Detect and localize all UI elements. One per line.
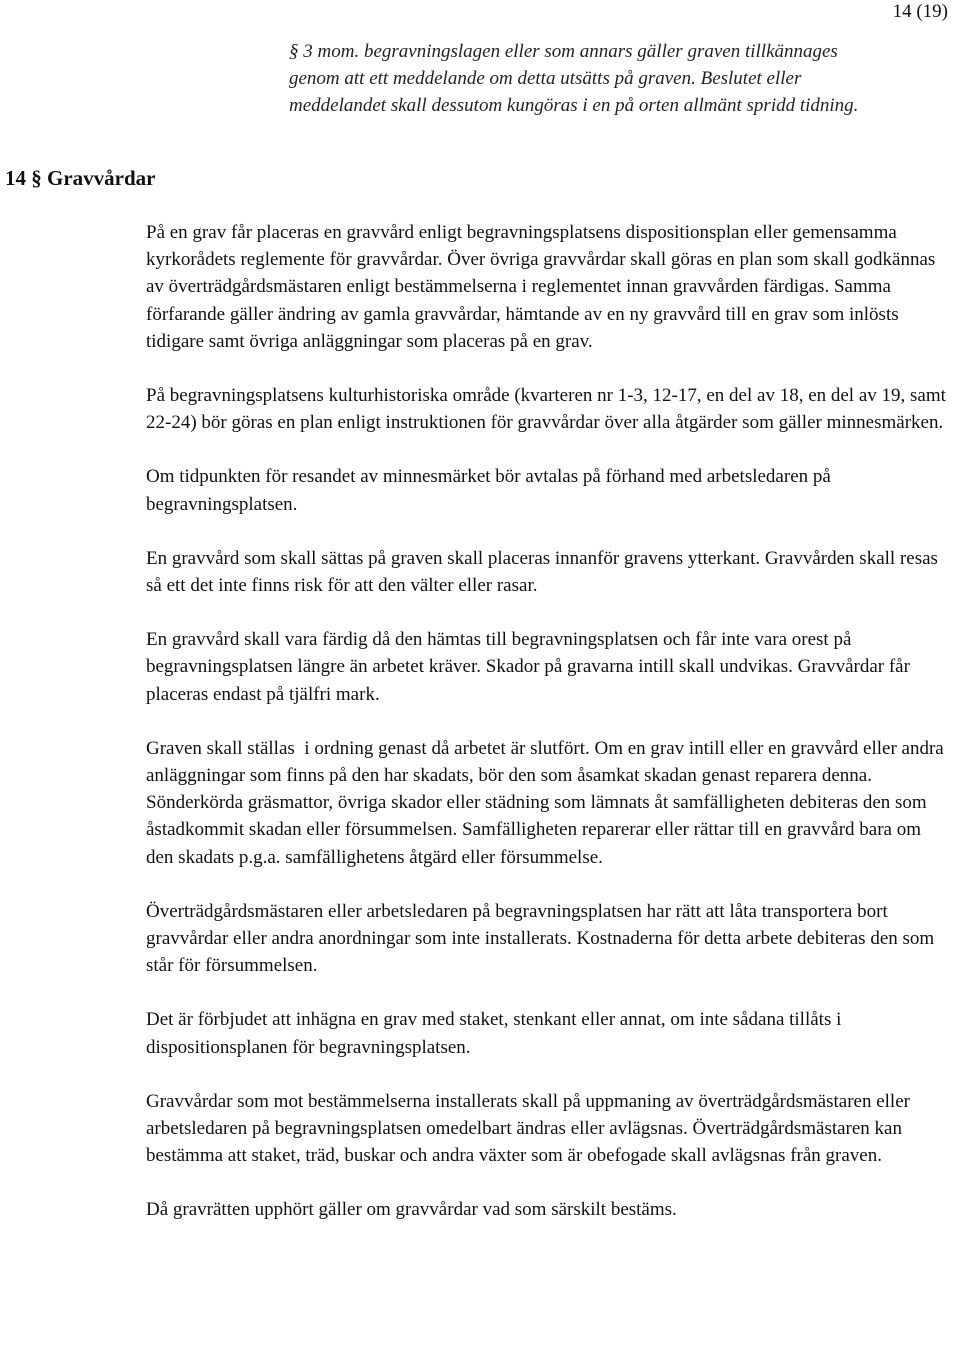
paragraph: Överträdgårdsmästaren eller arbetsledaren på begravningsplatsen har rätt att låta transportera bort gravvårdar eller andra anordningar som inte installerats. Kostnaderna för detta arbete debiteras den som står för försummelsen.: [146, 900, 939, 977]
page-number: 14 (19): [892, 1, 948, 22]
intro-line: § 3 mom. begravningslagen eller som annars gäller graven tillkännages: [289, 41, 838, 62]
paragraph: En gravvård skall vara färdig då den hämtas till begravningsplatsen och får inte vara orest på begravningsplatsen längre än arbetet kräver. Skador på gravarna intill skall undvikas. Gravvårdar får placeras endast på tjälfri mark.: [146, 629, 915, 705]
paragraph: En gravvård som skall sättas på graven skall placeras innanför gravens ytterkant. Gravvården skall resas så ett det inte finns risk för att den välter eller rasar.: [146, 547, 943, 597]
section-body: [146, 219, 951, 1251]
paragraph: Det är förbjudet att inhägna en grav med staket, stenkant eller annat, om inte sådana tillåts i dispositionsplanen för begravningsplatsen.: [146, 1009, 847, 1058]
intro-continuation: [289, 38, 949, 119]
intro-line: meddelandet skall dessutom kungöras i en på orten allmänt spridd tidning.: [289, 95, 859, 116]
paragraph: Gravvårdar som mot bestämmelserna installerats skall på uppmaning av överträdgårdsmästaren eller arbetsledaren på begravningsplatsen omedelbart ändras eller avlägsnas. Överträdgårdsmästaren kan bestämma att staket, träd, buskar och andra växter som är obefogade skall avlägsnas från graven.: [146, 1090, 915, 1167]
paragraph: Då gravrätten upphört gäller om gravvårdar vad som särskilt bestäms.: [146, 1199, 677, 1221]
intro-line: genom att ett meddelande om detta utsätts på graven. Beslutet eller: [289, 68, 802, 89]
paragraph: På begravningsplatsens kulturhistoriska område (kvarteren nr 1-3, 12-17, en del av 18, en del av 19, samt 22-24) bör göras en plan enligt instruktionen för gravvårdar över alla åtgärder som gäller minnesmärken.: [146, 385, 951, 434]
paragraph: Graven skall ställas i ordning genast då arbetet är slutfört. Om en grav intill eller en gravvård eller andra anläggningar som finns på den har skadats, bör den som åsamkat skadan genast reparera denna. Sönderkörda gräsmattor, övriga skador eller städning som lämnats åt samfälligheten debiteras den som åstadkommit skadan eller försummelsen. Samfälligheten reparerar eller rättar till en gravvård bara om den skadats p.g.a. samfällighetens åtgärd eller försummelse.: [146, 737, 949, 868]
paragraph: Om tidpunkten för resandet av minnesmärket bör avtalas på förhand med arbetsledaren på begravningsplatsen.: [146, 466, 836, 515]
paragraph: På en grav får placeras en gravvård enligt begravningsplatsens dispositionsplan eller gemensamma kyrkorådets reglemente för gravvårdar. Över övriga gravvårdar skall göras en plan som skall godkännas av överträdgårdsmästaren enligt bestämmelserna i reglementet innan gravvården färdigas. Samma förfarande gäller ändring av gamla gravvårdar, hämtande av en ny gravvård till en grav som inlösts tidigare samt övriga anläggningar som placeras på en grav.: [146, 222, 941, 352]
section-heading: 14 § Gravvårdar: [5, 166, 156, 190]
